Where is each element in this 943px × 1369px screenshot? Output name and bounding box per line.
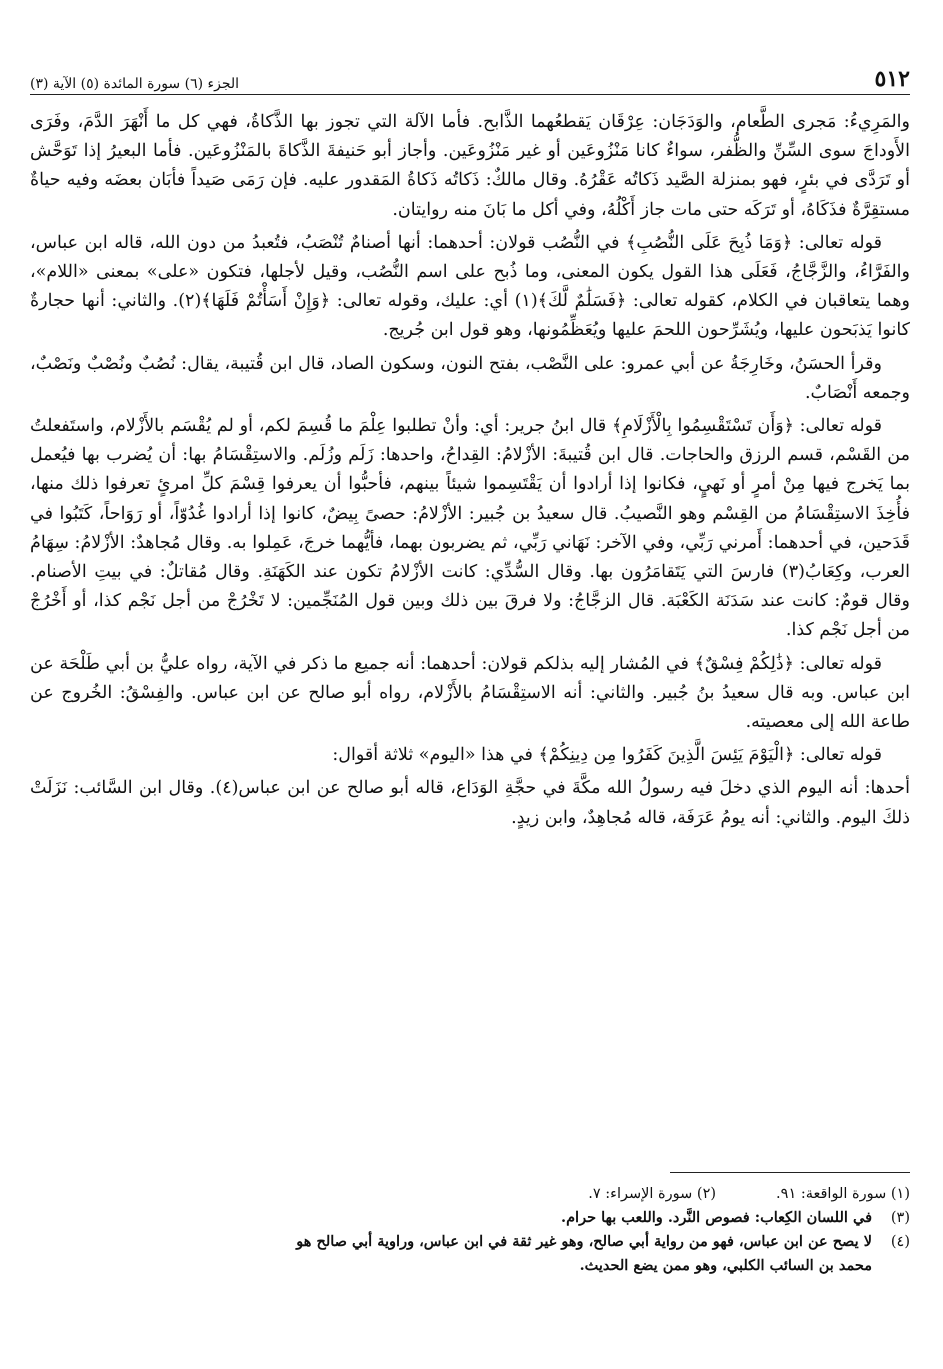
- main-text: [30, 108, 910, 837]
- paragraph: قوله تعالى: ﴿الْيَوْمَ يَئِسَ الَّذِينَ كَفَرُوا مِن دِينِكُمْ﴾ في هذا «اليوم» ثلاثة أقوال:: [332, 745, 882, 766]
- running-title: الجزء (٦) سورة المائدة (٥) الآية (٣): [30, 76, 240, 92]
- paragraph: قوله تعالى: ﴿وَمَا ذُبِحَ عَلَى النُّصُبِ﴾ في النُّصُب قولان: أحدهما: أنها أصنامٌ تُنْصَبُ، فتُعبدُ من دون الله، قاله ابن عباس، والفَرَّاءُ، والزَّجَّاجُ، فَعَلَى هذا القول يكون المعنى، وما ذُبح على اسم النُّصُب، وقيل لأجلها، فتكون «على» بمعنى «اللام»، وهما يتعاقبان في الكلام، كقوله تعالى: ﴿فَسَلَٰمٌ لَّكَ﴾(١) أي: عليك، وقوله تعالى: ﴿وَإِنْ أَسَأْتُمْ فَلَهَا﴾(٢). والثاني: أنها حجارةٌ كانوا يَذبَحون عليها، ويُشَرِّحون اللحمَ عليها ويُعَظِّمُونها، وهو قول ابن جُريج.: [30, 232, 910, 341]
- footnote-mark: (٢): [696, 1186, 717, 1202]
- footnote-3: [30, 1206, 910, 1230]
- footnote-pair: [588, 1182, 910, 1206]
- footnote-2: [588, 1182, 716, 1206]
- paragraph: والمَرِيءُ: مَجرى الطَّعام، والوَدَجَان: عِرْقَان يَقطعُهما الذَّابح. فأما الآلة التي تجوز بها الذَّكاةُ، فهي كل ما أَنْهَرَ الدَّمَ، وفَرَى الأَوداجَ سوى السِّنِّ والظُّفر، سواءٌ كانا مَنْزُوعَين أو غير مَنْزُوعَين. وأجاز أبو حَنيفةَ الذَّكاةَ بالمَنْزُوعَين. فأما البعيرُ إذا تَوَحَّش أو تَرَدَّى في بئرٍ، فهو بمنزلة الصَّيد ذَكاتُه عَقْرُهُ. وقال مالكٌ: ذَكاتُه ذَكاةُ المَقدور عليه. فإن رَمَى صَيداً فأبَان بعضَه وفيه حياةٌ مستقِرَّةٌ فذَكَاهُ، أو تَرَكَه حتى مات جاز أَكْلُهُ، وفي أكل ما بَانَ منه روايتان.: [30, 112, 910, 220]
- footnote-row: [30, 1182, 910, 1206]
- footnote-1: [776, 1182, 910, 1206]
- footnote-rule: [670, 1172, 910, 1173]
- paragraph: أحدها: أنه اليوم الذي دخلَ فيه رسولُ الله مكَّةَ في حجَّةِ الوَدَاع، قاله أبو صالح عن ابن عباس(٤). وقال ابن السَّائب: نَزَلَتْ ذلكَ اليوم. والثاني: أنه يومُ عَرَفَة، قاله مُجاهِدٌ، وابن زيدٍ.: [30, 778, 910, 828]
- footnote-mark: (١): [890, 1186, 910, 1202]
- footnote-mark: (٤): [890, 1234, 910, 1250]
- footnote-text: لا يصح عن ابن عباس، فهو من رواية أبي صالح، وهو غير ثقة في ابن عباس، وراوية أبي صالح هو: [296, 1233, 872, 1250]
- page-header: [30, 58, 910, 92]
- footnote-text: سورة الإسراء: ٧.: [588, 1186, 693, 1202]
- footnote-4-continued: محمد بن السائب الكلبي، وهو ممن يضع الحديث.: [579, 1257, 872, 1274]
- paragraph: قوله تعالى: ﴿ذَٰلِكُمْ فِسْقٌ﴾ في المُشار إليه بذلكم قولان: أحدهما: أنه جميع ما ذكر في الآية، رواه عليُّ بن أبي طَلْحَة عن ابن عباس. وبه قال سعيدُ بنُ جُبير. والثاني: أنه الاستِقْسَامُ بالأَزْلام، رواه أبو صالح عن ابن عباس. والفِسْقُ: الخُروج عن طاعة الله إلى معصيته.: [30, 653, 910, 733]
- footnotes: [30, 1182, 910, 1278]
- footnote-text: سورة الواقعة: ٩١.: [776, 1186, 887, 1202]
- page-number: ٥١٢: [874, 66, 910, 92]
- paragraph: قوله تعالى: ﴿وَأَن تَسْتَقْسِمُوا بِالْأَزْلَامِ﴾ قال ابنُ جرير: أي: وأنْ تطلبوا عِلْمَ ما قُسِمَ لكم، أو لم يُقْسَم بالأَزْلام، واستَفعلتُ من القَسْم، قسم الرزق والحاجات. قال ابن قُتيبةَ: الأزْلامُ: القِداحُ، واحدها: زَلَم وزُلَم. والاستِقْسَامُ بها: أن يُضرب بها فيُعمل بما يَخرج فيها مِنْ أمرٍ أو نَهيٍ، فكانوا إذا أرادوا أن يَقْتَسِموا شيئاً بينهم، فأحبُّوا أن يعرفوا قِسْمَ كلِّ امرئٍ تعرفوا ذلك منها، فأُخِذَ الاستِقْسَامُ من القِسْم وهو النَّصيبُ. قال سعيدُ بن جُبير: الأزْلامُ: حصىً بِيضٌ، كانوا إذا أرادوا غُدُوّاً، أو رَوَاحاً، كَتَبُوا في قَدَحين، في أحدهما: أَمرني رَبِّي، وفي الآخر: نَهَاني رَبِّي، ثم يضربون بهما، فأيُّهما خرجَ، عَمِلوا به. وقال مُجاهدٌ: الأزْلامُ: سِهَامُ العرب، وكِعَابُ(٣) فارسَ التي يَتَقامَرُون بها. وقال السُّدِّي: كانت الأزْلامُ تكون عند الكَهَنَةِ. وقال مُقاتلٌ: في بيتِ الأصنام. وقال قومٌ: كانت عند سَدَنَة الكَعْبَة. قال الزجَّاجُ: ولا فرقَ بين ذلك وبين قول المُنَجِّمين: لا تَخْرُجْ من أجل نَجْم كذا، أو أَخْرُجْ من أجل نَجْم كذا.: [30, 416, 910, 641]
- footnote-mark: (٣): [890, 1210, 910, 1226]
- footnote-text: في اللسان الكِعاب: فصوص النَّرد. واللعب بها حرام.: [561, 1209, 872, 1226]
- footnote-4: [30, 1230, 910, 1254]
- paragraph: وقرأ الحسَنُ، وخَارِجَةُ عن أبي عمرو: على النَّصْب، بفتح النون، وسكون الصاد، قال ابن قُتيبة، يقال: نُصُبٌ ونُصْبٌ ونَصْبٌ، وجمعه أَنْصَابٌ.: [30, 353, 910, 403]
- header-rule: [30, 94, 910, 95]
